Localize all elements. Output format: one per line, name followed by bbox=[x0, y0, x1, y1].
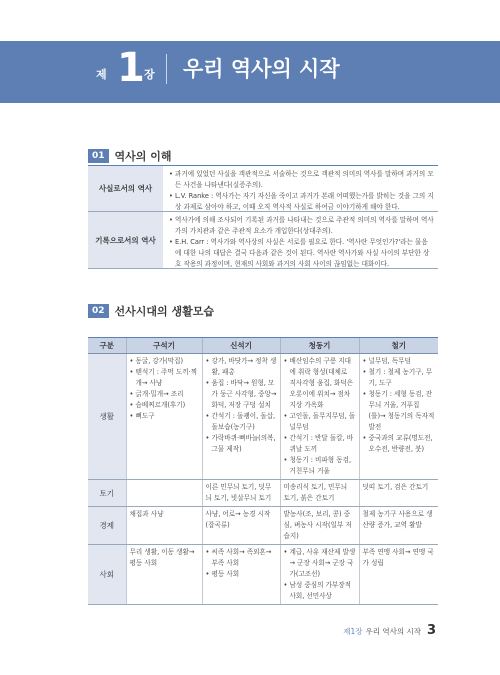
chapter-prefix: 제 bbox=[96, 68, 107, 81]
definition-line: • L.V. Ranke : 역사가는 자기 자신을 죽이고 과거가 본래 어떠했는가를 밝히는 것을 그의 지상 과제로 삼아야 하고, 이때 오직 역사적 사실로 하여금 이야기하게 해야 한다. bbox=[169, 191, 434, 213]
table-cell: 사냥, 어로→ 농경 시작(잡곡류) bbox=[202, 507, 280, 545]
table-row bbox=[88, 507, 438, 545]
chapter-suffix: 장 bbox=[144, 68, 155, 81]
cell-bullet: • 널무덤, 독무덤 bbox=[363, 356, 436, 367]
table-cell bbox=[202, 545, 280, 605]
cell-bullet: • 뼈도구 bbox=[130, 411, 199, 422]
cell-bullet: • 강가, 바닷가→ 정착 생활, 패총 bbox=[206, 356, 277, 378]
cell-bullet: • 청동기 : 세형 동검, 잔무늬 거울, 거푸집(틀)→ 청동기의 독자적 발전 bbox=[363, 389, 436, 433]
table-row bbox=[88, 545, 438, 605]
definition-row bbox=[88, 212, 438, 269]
cell-bullet: • 긁개·밀개→ 조리 bbox=[130, 389, 199, 400]
section-title: 선사시대의 생활모습 bbox=[114, 305, 214, 318]
cell-bullet: • 움집 : 바닥→ 원형, 모가 둥근 사각형, 중앙→ 화덕, 저장 구덩 설치 bbox=[206, 378, 277, 411]
table-cell: 미송리식 토기, 민무늬 토기, 붉은 간토기 bbox=[280, 480, 359, 507]
section-number: 01 bbox=[88, 149, 109, 163]
table-cell: 덧띠 토기, 검은 간토기 bbox=[359, 480, 438, 507]
definition-line: • E.H. Carr : 역사가와 역사상의 사실은 서로를 필요로 한다. '역사란 무엇인가?'라는 물음에 대한 나의 대답은 결국 다음과 같은 것이 된다. 역사란 역사가와 사실 사이의 부단한 상호 작용의 과정이며, 현재의 사회와 과거의 사회 사이의 끊임없는 대화이다. bbox=[169, 237, 434, 270]
cell-bullet: • 가락바퀴·뼈바늘(의복, 그물 제작) bbox=[206, 433, 277, 455]
table-cell: 이른 민무늬 토기, 덧무늬 토기, 빗살무늬 토기 bbox=[202, 480, 280, 507]
footer-chapter: 제1장 bbox=[343, 627, 363, 636]
cell-bullet: • 슴베찌르개(후기) bbox=[130, 400, 199, 411]
table-cell bbox=[280, 354, 359, 480]
section-number: 02 bbox=[88, 304, 109, 318]
row-label: 사회 bbox=[88, 545, 126, 605]
column-header: 구석기 bbox=[126, 338, 202, 354]
table-cell bbox=[126, 480, 202, 507]
page-footer bbox=[343, 623, 436, 638]
row-label: 경제 bbox=[88, 507, 126, 545]
cell-bullet: • 철기 : 철제 농기구, 무기, 도구 bbox=[363, 367, 436, 389]
column-header: 철기 bbox=[359, 338, 438, 354]
cell-bullet: • 뗀석기 : 주먹 도끼·찍개→ 사냥 bbox=[130, 367, 199, 389]
cell-bullet: • 간석기 : 반달 돌칼, 바퀴날 도끼 bbox=[284, 433, 356, 455]
definition-label: 사실로서의 역사 bbox=[88, 166, 163, 211]
cell-bullet: • 중국과의 교류(명도전, 오수전, 반량전, 붓) bbox=[363, 433, 436, 455]
section-title: 역사의 이해 bbox=[114, 150, 172, 163]
definition-line: • 과거에 있었던 사실을 객관적으로 서술하는 것으로 객관적 의미의 역사를 말하며 과거의 모든 사건을 나타낸다(실증주의). bbox=[169, 169, 434, 191]
definition-line: • 역사가에 의해 조사되어 기록된 과거를 나타내는 것으로 주관적 의미의 역사를 말하며 역사가의 가치관과 같은 주관적 요소가 개입한다(상대주의). bbox=[169, 215, 434, 237]
table-header-row bbox=[88, 338, 438, 354]
cell-bullet: • 평등 사회 bbox=[206, 569, 277, 580]
definition-body bbox=[163, 212, 438, 268]
table-cell bbox=[202, 354, 280, 480]
row-label: 토기 bbox=[88, 480, 126, 507]
table-cell: 채집과 사냥 bbox=[126, 507, 202, 545]
column-header: 신석기 bbox=[202, 338, 280, 354]
cell-bullet: • 계급, 사유 재산제 발생→ 군장 사회→ 군장 국가(고조선) bbox=[284, 547, 356, 580]
column-header: 구분 bbox=[88, 338, 126, 354]
footer-title: 우리 역사의 시작 bbox=[365, 627, 421, 636]
table-cell: 철제 농기구 사용으로 생산량 증가, 교역 활발 bbox=[359, 507, 438, 545]
column-header: 청동기 bbox=[280, 338, 359, 354]
table-cell bbox=[280, 545, 359, 605]
cell-bullet: • 고인돌, 돌무지무덤, 돌널무덤 bbox=[284, 411, 356, 433]
section-heading bbox=[88, 146, 172, 166]
definition-row bbox=[88, 166, 438, 212]
table-cell bbox=[359, 354, 438, 480]
cell-bullet: • 씨족 사회→ 족외혼→ 부족 사회 bbox=[206, 547, 277, 569]
cell-bullet: • 동굴, 강가(막집) bbox=[130, 356, 199, 367]
row-label: 생활 bbox=[88, 354, 126, 480]
table-cell: 무리 생활, 이동 생활→ 평등 사회 bbox=[126, 545, 202, 605]
chapter-divider bbox=[166, 54, 167, 84]
definition-body bbox=[163, 166, 438, 211]
definition-label: 기록으로서의 역사 bbox=[88, 212, 163, 268]
chapter-number: 1 bbox=[117, 45, 145, 91]
prehistoric-table bbox=[88, 337, 438, 605]
cell-bullet: • 간석기 : 돌괭이, 돌삽, 돌보습(농기구) bbox=[206, 411, 277, 433]
table-row bbox=[88, 480, 438, 507]
table-cell: 부족 연맹 사회→ 연맹 국가 성립 bbox=[359, 545, 438, 605]
cell-bullet: • 배산임수의 구릉 지대에 취락 형성(대체로 직사각형 움집, 화덕은 오롯이에 위치→ 점차 지상 가옥화 bbox=[284, 356, 356, 411]
cell-bullet: • 청동기 : 비파형 동검, 거친무늬 거울 bbox=[284, 455, 356, 477]
table-cell: 밭농사(조, 보리, 콩) 중심, 벼농사 시작(일부 저습지) bbox=[280, 507, 359, 545]
section-heading bbox=[88, 301, 214, 321]
chapter-title: 우리 역사의 시작 bbox=[183, 57, 340, 81]
table-cell bbox=[126, 354, 202, 480]
cell-bullet: • 남성 중심의 가부장적 사회, 선민사상 bbox=[284, 580, 356, 602]
table-row bbox=[88, 354, 438, 480]
page-number: 3 bbox=[426, 623, 436, 638]
